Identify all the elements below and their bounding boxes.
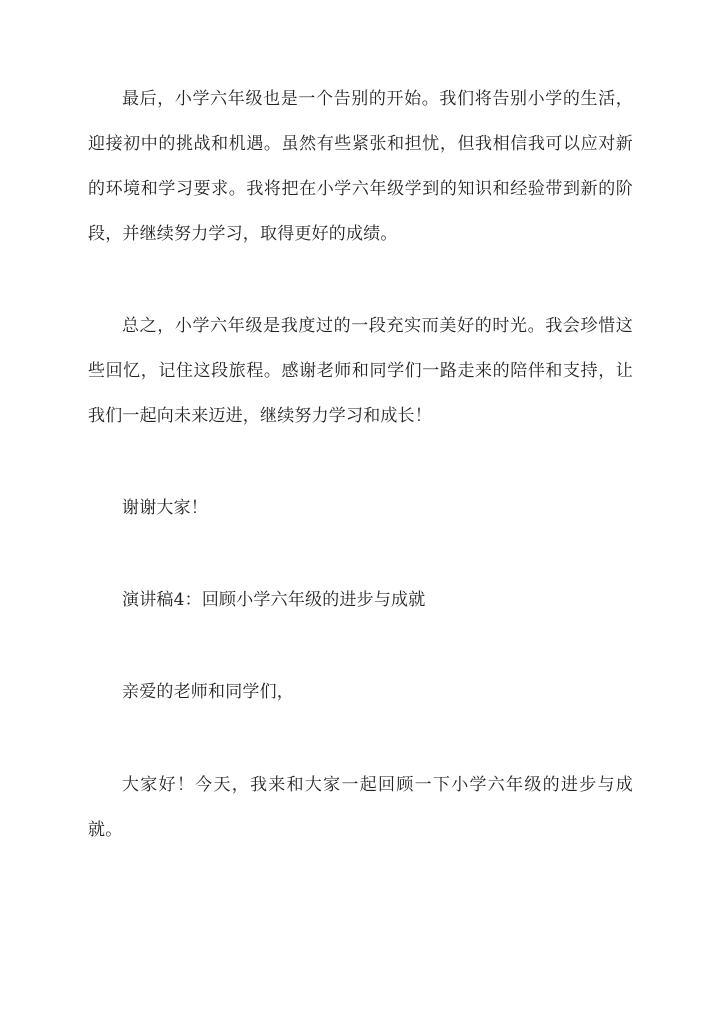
paragraph-thanks: 谢谢大家！ bbox=[122, 498, 208, 518]
speech-title: 演讲稿4：回顾小学六年级的进步与成就 bbox=[122, 590, 426, 610]
paragraph-greeting: 亲爱的老师和同学们， bbox=[122, 682, 294, 702]
paragraph-opening: 大家好！今天，我来和大家一起回顾一下小学六年级的进步与成就。 bbox=[88, 775, 633, 840]
paragraph-conclusion: 总之，小学六年级是我度过的一段充实而美好的时光。我会珍惜这些回忆，记住这段旅程。感谢老师和同学们一路走来的陪伴和支持，让我们一起向未来迈进，继续努力学习和成长！ bbox=[88, 316, 633, 426]
paragraph-farewell: 最后，小学六年级也是一个告别的开始。我们将告别小学的生活，迎接初中的挑战和机遇。虽然有些紧张和担忧，但我相信我可以应对新的环境和学习要求。我将把在小学六年级学到的知识和经验带到新的阶段，并继续努力学习，取得更好的成绩。 bbox=[88, 89, 633, 244]
